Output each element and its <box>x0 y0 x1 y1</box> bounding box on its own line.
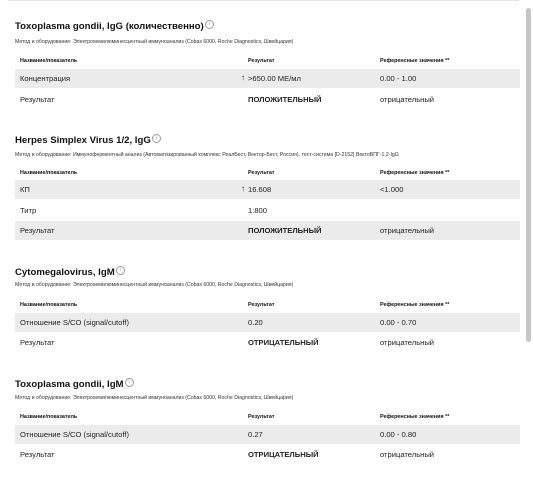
scrollbar[interactable] <box>526 8 531 342</box>
test-title: Toxoplasma gondii, IgM i <box>15 378 134 390</box>
row-reference: <1.000 <box>380 185 404 194</box>
header-name: Название/показатель <box>20 170 78 176</box>
row-reference: 0.00 - 1.00 <box>380 74 417 83</box>
arrow-up-icon: ↑ <box>241 184 245 193</box>
row-name: КП <box>20 185 30 194</box>
method-text: Метод и оборудование: Электрохемилюминесцентный иммуноанализ (Cobas 6000, Roche Diagnostics, Швейцария) <box>15 282 294 288</box>
header-reference: Референсные значения ** <box>380 170 450 176</box>
row-reference: отрицательный <box>380 338 435 347</box>
header-result: Результат <box>248 170 275 176</box>
row-name: Титр <box>20 206 37 215</box>
test-title: Herpes Simplex Virus 1/2, IgG i <box>15 134 161 146</box>
header-result: Результат <box>248 414 275 420</box>
table-row <box>15 333 520 352</box>
row-reference: 0.00 - 0.70 <box>380 318 417 327</box>
row-result: 1:800 <box>248 206 268 215</box>
row-name: Концентрация <box>20 74 71 83</box>
header-name: Название/показатель <box>20 414 78 420</box>
row-reference: отрицательный <box>380 95 435 104</box>
row-name: Результат <box>20 338 55 347</box>
header-reference: Референсные значения ** <box>380 302 450 308</box>
row-result: 0.27 <box>248 430 263 439</box>
row-result: ОТРИЦАТЕЛЬНЫЙ <box>248 338 319 347</box>
row-result: ↑ >650.00 МЕ/мл <box>241 73 301 83</box>
table-row <box>15 425 520 444</box>
top-divider <box>8 0 519 1</box>
header-name: Название/показатель <box>20 58 78 64</box>
row-name: Результат <box>20 450 55 459</box>
row-reference: 0.00 - 0.80 <box>380 430 417 439</box>
info-icon[interactable]: i <box>125 378 134 387</box>
row-name: Отношение S/CO (signal/cutoff) <box>20 430 130 439</box>
row-name: Результат <box>20 226 55 235</box>
method-text: Метод и оборудование: Электрохемилюминесцентный иммуноанализ (Cobas 6000, Roche Diagnostics, Швейцария) <box>15 395 294 401</box>
table-row <box>15 90 520 109</box>
table-row <box>15 69 520 88</box>
method-text: Метод и оборудование: Электрохемилюминесцентный иммуноанализ (Cobas 6000, Roche Diagnostics, Швейцария) <box>15 39 294 45</box>
arrow-up-icon: ↑ <box>241 73 245 82</box>
table-row <box>15 201 520 220</box>
row-result: ОТРИЦАТЕЛЬНЫЙ <box>248 450 319 459</box>
header-reference: Референсные значения ** <box>380 58 450 64</box>
table-row <box>15 180 520 199</box>
info-icon[interactable]: i <box>116 266 125 275</box>
test-title: Cytomegalovirus, IgM i <box>15 266 125 278</box>
table-header <box>15 300 520 310</box>
table-header <box>15 412 520 422</box>
test-title: Toxoplasma gondii, IgG (количественно) i <box>15 20 214 32</box>
row-result: ПОЛОЖИТЕЛЬНЫЙ <box>248 226 322 235</box>
table-row <box>15 313 520 332</box>
row-result: ↑ 16.608 <box>241 184 272 194</box>
method-text: Метод и оборудование: Иммуноферментный анализ (Автоматизированный комплекс РеалБест, Вектор-Бест, Россия), тест-система [D-2152] ВектоВПГ-1,2-IgG <box>15 152 399 158</box>
header-result: Результат <box>248 302 275 308</box>
table-row <box>15 445 520 464</box>
row-name: Результат <box>20 95 55 104</box>
row-reference: отрицательный <box>380 226 435 235</box>
info-icon[interactable]: i <box>205 20 214 29</box>
info-icon[interactable]: i <box>152 134 161 143</box>
table-header <box>15 56 520 66</box>
row-result: 0.20 <box>248 318 263 327</box>
table-row <box>15 221 520 240</box>
header-name: Название/показатель <box>20 302 78 308</box>
table-header <box>15 168 520 178</box>
row-result: ПОЛОЖИТЕЛЬНЫЙ <box>248 95 322 104</box>
row-name: Отношение S/CO (signal/cutoff) <box>20 318 130 327</box>
row-reference: отрицательный <box>380 450 435 459</box>
header-reference: Референсные значения ** <box>380 414 450 420</box>
header-result: Результат <box>248 58 275 64</box>
